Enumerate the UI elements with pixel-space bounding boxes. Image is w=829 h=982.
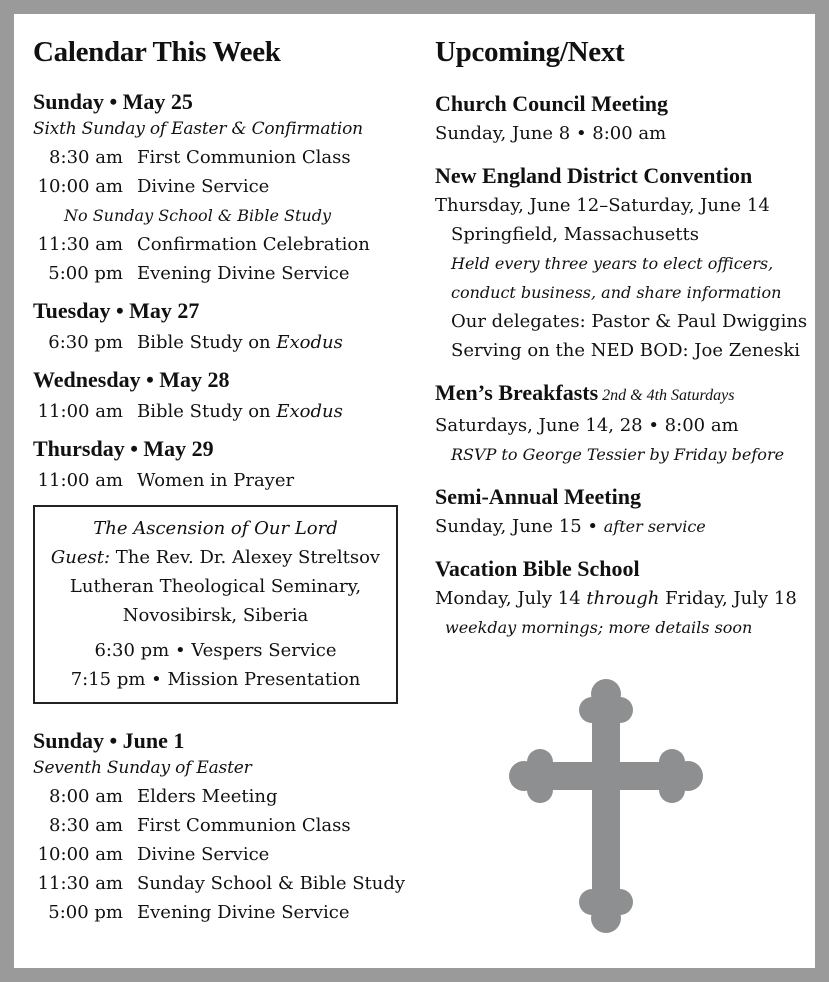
convention-bod: Serving on the NED BOD: Joe Zeneski: [451, 340, 801, 361]
event-row: 8:30 am First Communion Class: [49, 147, 351, 168]
upcoming-next: [435, 36, 810, 642]
ascension-box: [33, 505, 398, 704]
convention-note-1: Held every three years to elect officers,: [451, 254, 774, 273]
event-row: 5:00 pm Evening Divine Service: [48, 263, 350, 284]
breakfast-heading: Men’s Breakfasts 2nd & 4th Saturdays: [435, 380, 735, 405]
box-mission: 7:15 pm • Mission Presentation: [70, 669, 361, 690]
budded-cross-icon: [508, 678, 704, 934]
semiannual-date: Sunday, June 15 • after service: [435, 516, 706, 537]
box-guest: Guest: The Rev. Dr. Alexey Streltsov: [50, 547, 381, 568]
breakfast-rsvp: RSVP to George Tessier by Friday before: [451, 445, 785, 464]
left-title: Calendar This Week: [33, 36, 281, 68]
box-vespers: 6:30 pm • Vespers Service: [94, 640, 337, 661]
convention-note-2: conduct business, and share information: [451, 283, 782, 302]
thursday-heading: Thursday • May 29: [33, 436, 214, 461]
event-row: 5:00 pm Evening Divine Service: [48, 902, 350, 923]
bulletin-page: [14, 14, 815, 968]
event-row: 10:00 am Divine Service: [37, 844, 270, 865]
vbs-heading: Vacation Bible School: [435, 556, 640, 581]
sunday-june1-subtitle: Seventh Sunday of Easter: [33, 758, 252, 778]
vbs-note: weekday mornings; more details soon: [445, 618, 753, 637]
calendar-this-week: [33, 36, 418, 927]
convention-heading: New England District Convention: [435, 163, 753, 188]
sunday-may25-subtitle: Sixth Sunday of Easter & Confirmation: [33, 119, 363, 139]
breakfast-dates: Saturdays, June 14, 28 • 8:00 am: [435, 415, 739, 436]
event-row: 11:30 am Confirmation Celebration: [37, 234, 370, 255]
event-row: 11:30 am Sunday School & Bible Study: [37, 873, 406, 894]
box-title: The Ascension of Our Lord: [93, 518, 338, 539]
sunday-school-note: No Sunday School & Bible Study: [64, 206, 331, 225]
event-row: 8:30 am First Communion Class: [49, 815, 351, 836]
tuesday-heading: Tuesday • May 27: [33, 298, 200, 323]
event-row: 8:00 am Elders Meeting: [49, 786, 278, 807]
right-title: Upcoming/Next: [435, 36, 625, 68]
sunday-june1-heading: Sunday • June 1: [33, 728, 185, 753]
event-row: 11:00 am Bible Study on Exodus: [37, 401, 343, 422]
council-date: Sunday, June 8 • 8:00 am: [435, 123, 667, 144]
convention-delegates: Our delegates: Pastor & Paul Dwiggins: [451, 311, 808, 332]
box-location: Novosibirsk, Siberia: [122, 605, 309, 626]
sunday-may25-heading: Sunday • May 25: [33, 89, 193, 114]
council-heading: Church Council Meeting: [435, 91, 669, 116]
convention-place: Springfield, Massachusetts: [451, 224, 699, 245]
convention-dates: Thursday, June 12–Saturday, June 14: [435, 195, 770, 216]
event-row: 10:00 am Divine Service: [37, 176, 270, 197]
wednesday-heading: Wednesday • May 28: [33, 367, 230, 392]
vbs-dates: Monday, July 14 through Friday, July 18: [435, 588, 797, 609]
event-row: 6:30 pm Bible Study on Exodus: [48, 332, 343, 353]
semiannual-heading: Semi-Annual Meeting: [435, 484, 641, 509]
event-row: 11:00 am Women in Prayer: [37, 470, 295, 491]
box-seminary: Lutheran Theological Seminary,: [69, 576, 362, 597]
